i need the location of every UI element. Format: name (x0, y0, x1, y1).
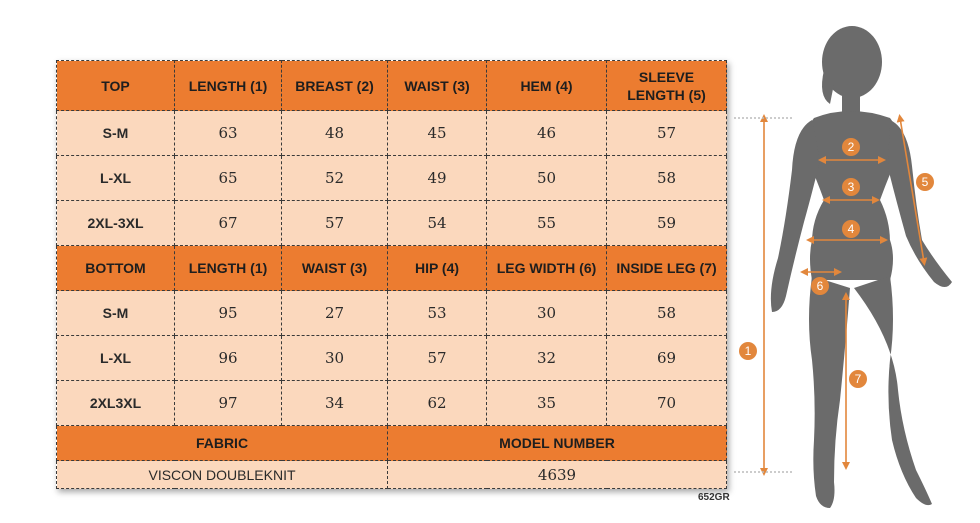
marker-3 (842, 178, 860, 196)
table-cell: 30 (487, 291, 607, 336)
table-cell: 58 (607, 291, 727, 336)
table-cell: 53 (388, 291, 487, 336)
marker-label: 6 (816, 279, 824, 293)
product-code: 652GR (698, 492, 730, 503)
table-row (57, 201, 727, 246)
table-cell: 30 (282, 336, 388, 381)
bottom-header-cell: HIP (4) (388, 246, 487, 291)
table-cell: 50 (487, 156, 607, 201)
marker-label: 5 (921, 175, 929, 189)
table-cell: 69 (607, 336, 727, 381)
bottom-header-cell: INSIDE LEG (7) (607, 246, 727, 291)
marker-6 (811, 277, 829, 295)
size-label: 2XL3XL (57, 381, 175, 426)
model-number-label: MODEL NUMBER (388, 426, 727, 461)
table-row (57, 291, 727, 336)
table-cell: 65 (175, 156, 282, 201)
table-cell: 49 (388, 156, 487, 201)
body-measurement-figure (730, 0, 980, 523)
bottom-header-row (57, 246, 727, 291)
bottom-header-cell: WAIST (3) (282, 246, 388, 291)
bottom-header-cell: LENGTH (1) (175, 246, 282, 291)
table-cell: 35 (487, 381, 607, 426)
marker-label: 2 (847, 140, 855, 154)
table-row (57, 336, 727, 381)
top-header-row (57, 61, 727, 111)
table-cell: 55 (487, 201, 607, 246)
fabric-value: VISCON DOUBLEKNIT (57, 461, 388, 489)
top-header-cell: WAIST (3) (388, 61, 487, 111)
table-cell: 95 (175, 291, 282, 336)
table-cell: 97 (175, 381, 282, 426)
table-cell: 58 (607, 156, 727, 201)
table-cell: 70 (607, 381, 727, 426)
table-cell: 46 (487, 111, 607, 156)
table-cell: 32 (487, 336, 607, 381)
table-cell: 96 (175, 336, 282, 381)
size-label: 2XL-3XL (57, 201, 175, 246)
size-label: L-XL (57, 336, 175, 381)
marker-label: 1 (744, 344, 752, 358)
table-cell: 57 (282, 201, 388, 246)
table-row (57, 381, 727, 426)
marker-1 (739, 342, 757, 360)
woman-silhouette-icon (771, 26, 952, 508)
top-header-cell: SLEEVE LENGTH (5) (607, 61, 727, 111)
table-cell: 34 (282, 381, 388, 426)
footer-header-row (57, 426, 727, 461)
top-header-cell: LENGTH (1) (175, 61, 282, 111)
top-header-cell: HEM (4) (487, 61, 607, 111)
bottom-header-cell: LEG WIDTH (6) (487, 246, 607, 291)
table-row (57, 156, 727, 201)
bottom-header-cell: BOTTOM (57, 246, 175, 291)
marker-5 (916, 173, 934, 191)
footer-value-row (57, 461, 727, 489)
table-row (57, 111, 727, 156)
table-cell: 52 (282, 156, 388, 201)
top-header-cell: BREAST (2) (282, 61, 388, 111)
table-cell: 54 (388, 201, 487, 246)
marker-label: 3 (847, 180, 855, 194)
marker-label: 7 (854, 372, 862, 386)
table-cell: 45 (388, 111, 487, 156)
model-number-value: 4639 (388, 461, 727, 489)
size-chart-table (56, 60, 727, 489)
table-cell: 67 (175, 201, 282, 246)
size-label: L-XL (57, 156, 175, 201)
marker-7 (849, 370, 867, 388)
table-cell: 57 (607, 111, 727, 156)
fabric-label: FABRIC (57, 426, 388, 461)
marker-4 (842, 220, 860, 238)
size-label: S-M (57, 111, 175, 156)
marker-2 (842, 138, 860, 156)
table-cell: 62 (388, 381, 487, 426)
size-label: S-M (57, 291, 175, 336)
marker-label: 4 (847, 222, 855, 236)
table-cell: 59 (607, 201, 727, 246)
table-cell: 48 (282, 111, 388, 156)
table-cell: 27 (282, 291, 388, 336)
table-cell: 63 (175, 111, 282, 156)
top-header-cell: TOP (57, 61, 175, 111)
table-cell: 57 (388, 336, 487, 381)
